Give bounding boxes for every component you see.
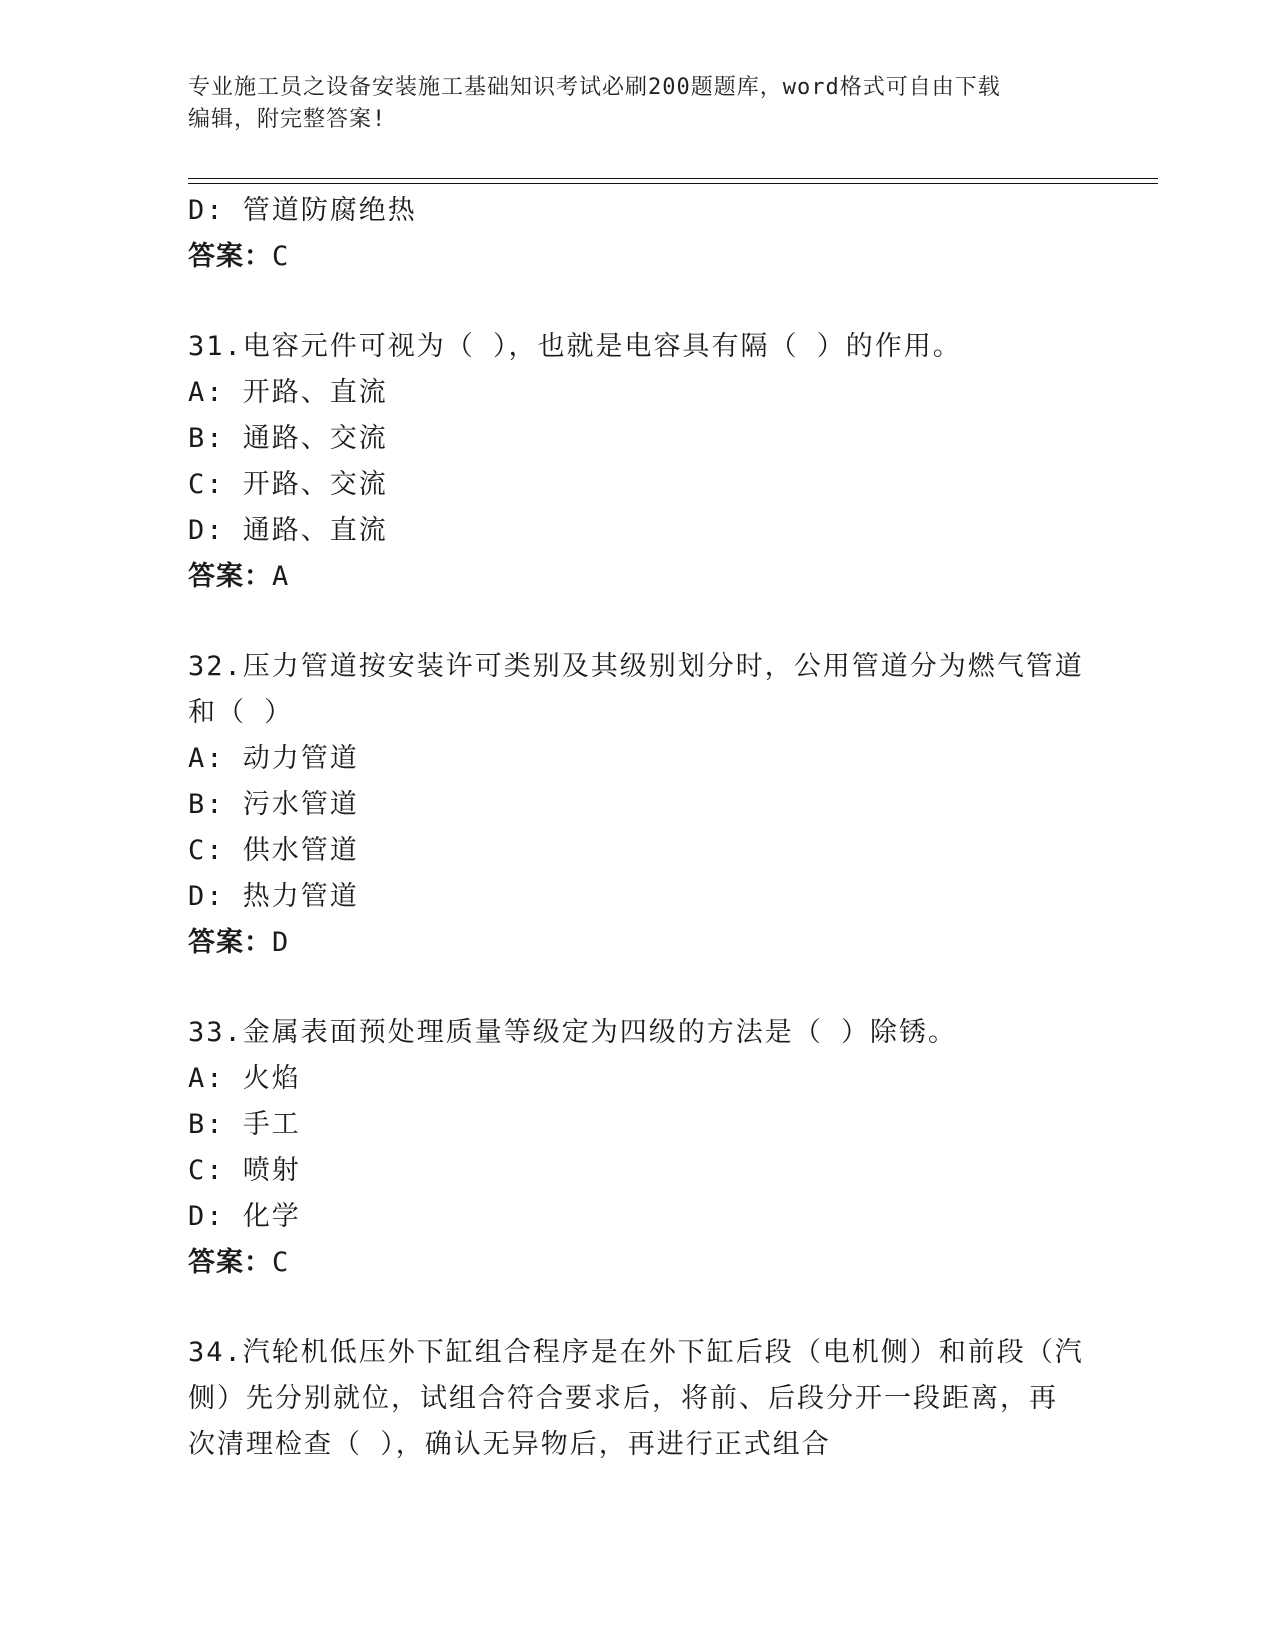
question-32-answer bbox=[188, 920, 1088, 966]
question-33 bbox=[188, 1010, 1088, 1286]
prev-option-d: D: 管道防腐绝热 bbox=[188, 195, 417, 226]
question-31-answer bbox=[188, 554, 1088, 600]
spacer bbox=[188, 1286, 1088, 1330]
question-32 bbox=[188, 644, 1088, 966]
question-33-answer bbox=[188, 1240, 1088, 1286]
answer-label: 答案： bbox=[188, 241, 272, 272]
document-header bbox=[188, 72, 1088, 136]
answer-value: A bbox=[272, 561, 290, 592]
header-divider-top bbox=[188, 178, 1158, 179]
answer-label: 答案： bbox=[188, 561, 272, 592]
answer-value: C bbox=[272, 241, 290, 272]
spacer bbox=[188, 280, 1088, 324]
answer-label: 答案： bbox=[188, 927, 272, 958]
question-32-option-d: D: 热力管道 bbox=[188, 881, 359, 912]
answer-label: 答案： bbox=[188, 1247, 272, 1278]
question-34-stem-line-3: 次清理检查（ ），确认无异物后，再进行正式组合 bbox=[188, 1429, 831, 1460]
header-divider-bottom bbox=[188, 183, 1158, 184]
header-title-line-2: 编辑，附完整答案! bbox=[188, 107, 387, 132]
prev-answer bbox=[188, 234, 1088, 280]
question-34 bbox=[188, 1330, 1088, 1468]
question-32-stem-line-2: 和（ ） bbox=[188, 697, 294, 728]
question-34-stem-line-1: 34.汽轮机低压外下缸组合程序是在外下缸后段（电机侧）和前段（汽 bbox=[188, 1337, 1084, 1368]
question-32-option-b: B: 污水管道 bbox=[188, 789, 359, 820]
question-31 bbox=[188, 324, 1088, 600]
question-31-stem: 31.电容元件可视为（ ），也就是电容具有隔（ ）的作用。 bbox=[188, 331, 962, 362]
question-31-option-a: A: 开路、直流 bbox=[188, 377, 388, 408]
question-34-stem-line-2: 侧）先分别就位，试组合符合要求后，将前、后段分开一段距离，再 bbox=[188, 1383, 1058, 1414]
question-33-option-c: C: 喷射 bbox=[188, 1155, 301, 1186]
spacer bbox=[188, 600, 1088, 644]
question-31-option-d: D: 通路、直流 bbox=[188, 515, 388, 546]
question-32-stem-line-1: 32.压力管道按安装许可类别及其级别划分时，公用管道分为燃气管道 bbox=[188, 651, 1084, 682]
question-content bbox=[188, 188, 1088, 1468]
answer-value: D bbox=[272, 927, 290, 958]
question-33-option-a: A: 火焰 bbox=[188, 1063, 301, 1094]
question-32-option-c: C: 供水管道 bbox=[188, 835, 359, 866]
question-31-option-b: B: 通路、交流 bbox=[188, 423, 388, 454]
question-32-option-a: A: 动力管道 bbox=[188, 743, 359, 774]
question-31-option-c: C: 开路、交流 bbox=[188, 469, 388, 500]
answer-value: C bbox=[272, 1247, 290, 1278]
question-33-option-d: D: 化学 bbox=[188, 1201, 301, 1232]
question-33-option-b: B: 手工 bbox=[188, 1109, 301, 1140]
spacer bbox=[188, 966, 1088, 1010]
header-title-line-1: 专业施工员之设备安装施工基础知识考试必刷200题题库，word格式可自由下载 bbox=[188, 75, 1001, 100]
question-33-stem: 33.金属表面预处理质量等级定为四级的方法是（ ）除锈。 bbox=[188, 1017, 958, 1048]
